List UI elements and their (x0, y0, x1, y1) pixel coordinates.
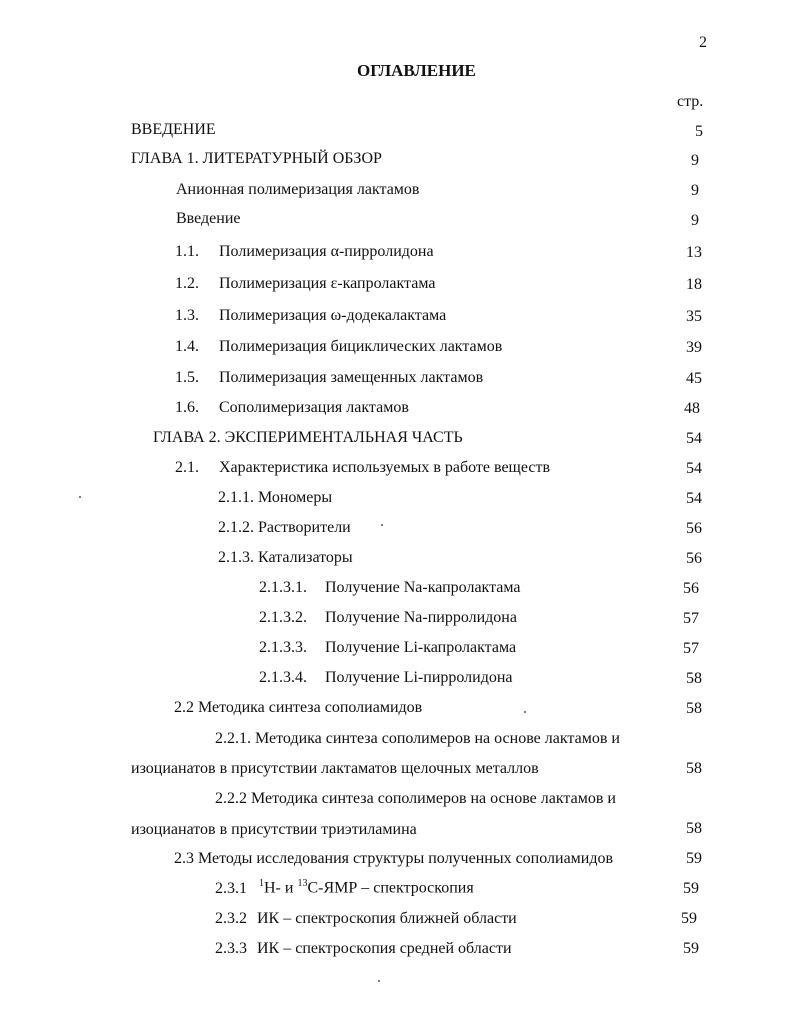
toc-entry-text-part: С-ЯМР – спектроскопия (307, 879, 474, 897)
toc-entry-text: Полимеризация замещенных лактамов (219, 369, 484, 386)
toc-entry-text: 2.1.1. Мономеры (218, 489, 333, 506)
toc-entry-page: 48 (684, 400, 700, 417)
toc-entry-page: 56 (686, 520, 702, 537)
toc-entry-page: 54 (686, 430, 702, 447)
toc-entry-page: 54 (686, 490, 702, 507)
superscript: 13 (297, 878, 308, 889)
superscript: 1 (259, 878, 264, 889)
page-title: ОГЛАВЛЕНИЕ (357, 61, 476, 80)
toc-entry-text: ВВЕДЕНИЕ (131, 121, 216, 138)
toc-entry-text: Полимеризация ε-капролактама (219, 275, 436, 292)
toc-entry-page: 58 (686, 700, 702, 717)
toc-entry-page: 58 (686, 670, 702, 687)
toc-entry-text: Получение Na-капролактама (325, 579, 521, 596)
toc-entry-page: 35 (686, 308, 702, 325)
toc-entry-page: 59 (681, 910, 697, 927)
toc-entry-number: 2.3.3 (215, 940, 247, 957)
page-column-header: стр. (677, 93, 704, 110)
toc-entry-page: 13 (686, 244, 702, 261)
toc-entry-text: 2.2 Методика синтеза сополиамидов (174, 699, 423, 716)
toc-entry-text: Полимеризация α-пирролидона (219, 243, 434, 260)
toc-entry-text: ИК – спектроскопия средней области (257, 940, 512, 957)
toc-entry-page: 39 (686, 339, 702, 356)
toc-entry-text: Получение Na-пирролидона (325, 609, 517, 626)
toc-entry-number: 2.1.3.1. (259, 579, 307, 596)
toc-entry-number: 1.2. (175, 275, 199, 292)
toc-entry-text-part: Н- и (264, 879, 298, 897)
toc-entry-page: 9 (691, 152, 699, 169)
toc-entry-number: 2.1. (175, 459, 199, 476)
toc-entry-page: 57 (683, 610, 699, 627)
toc-entry-text: Анионная полимеризация лактамов (176, 181, 420, 198)
toc-entry-page: 59 (686, 850, 702, 867)
scan-speck (381, 524, 383, 526)
toc-entry-page: 59 (683, 940, 699, 957)
scan-speck (378, 980, 380, 982)
toc-entry-text: ГЛАВА 1. ЛИТЕРАТУРНЫЙ ОБЗОР (131, 150, 382, 167)
toc-entry-number: 2.1.3.3. (259, 639, 307, 656)
toc-entry-text: Сополимеризация лактамов (219, 399, 409, 416)
toc-entry-number: 1.3. (175, 307, 199, 324)
toc-entry-number: 1.6. (175, 399, 199, 416)
toc-entry-text: Характеристика используемых в работе веществ (219, 459, 551, 476)
toc-entry-number: 2.3.1 (215, 880, 247, 897)
toc-entry-text: 2.2.1. Методика синтеза сополимеров на основе лактамов и (215, 730, 620, 747)
toc-entry-page: 59 (683, 880, 699, 897)
toc-entry-page: 58 (686, 820, 702, 837)
toc-entry-text: Получение Li-пирролидона (325, 669, 513, 686)
toc-entry-text: Получение Li-капролактама (325, 639, 517, 656)
toc-entry-page: 58 (686, 760, 702, 777)
toc-entry-page: 18 (686, 276, 702, 293)
scan-speck (524, 711, 526, 713)
toc-entry-text: Полимеризация ω-додекалактама (219, 307, 447, 324)
toc-entry-number: 1.5. (175, 369, 199, 386)
toc-entry-text-continued: изоцианатов в присутствии лактаматов щелочных металлов (131, 760, 539, 777)
page-number: 2 (699, 34, 707, 51)
toc-entry-page: 45 (686, 370, 702, 387)
toc-entry-text: 2.1.2. Растворители (218, 519, 351, 536)
toc-entry-page: 9 (691, 182, 699, 199)
toc-entry-text-continued: изоцианатов в присутствии триэтиламина (131, 821, 417, 838)
toc-entry-text: Полимеризация бициклических лактамов (219, 338, 503, 355)
toc-entry-number: 2.3.2 (215, 910, 247, 927)
toc-entry-page: 9 (691, 212, 699, 229)
toc-entry-number: 1.1. (175, 243, 199, 260)
toc-entry-text (259, 879, 474, 896)
toc-entry-number: 2.1.3.2. (259, 609, 307, 626)
toc-entry-text: ИК – спектроскопия ближней области (257, 910, 517, 927)
toc-entry-number: 1.4. (175, 338, 199, 355)
toc-entry-text: 2.3 Методы исследования структуры полученных сополиамидов (174, 850, 614, 867)
toc-entry-page: 5 (695, 123, 703, 140)
toc-entry-page: 54 (686, 460, 702, 477)
toc-entry-page: 56 (683, 580, 699, 597)
scan-speck (79, 496, 81, 498)
toc-entry-text: Введение (176, 210, 241, 227)
toc-entry-text: ГЛАВА 2. ЭКСПЕРИМЕНТАЛЬНАЯ ЧАСТЬ (153, 429, 463, 446)
toc-entry-page: 57 (683, 640, 699, 657)
toc-entry-number: 2.1.3.4. (259, 669, 307, 686)
toc-entry-text: 2.2.2 Методика синтеза сополимеров на основе лактамов и (215, 790, 616, 807)
toc-entry-page: 56 (686, 550, 702, 567)
toc-entry-text: 2.1.3. Катализаторы (218, 549, 353, 566)
